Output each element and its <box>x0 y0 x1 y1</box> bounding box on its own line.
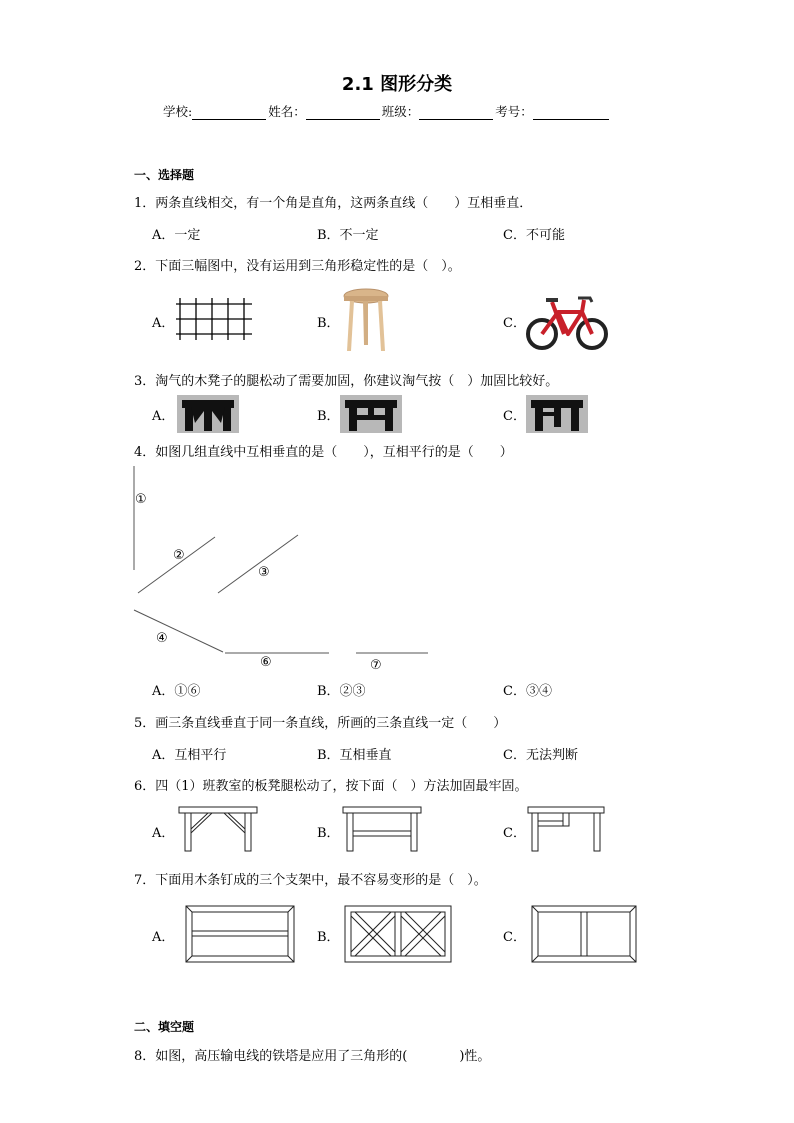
name-blank[interactable] <box>306 105 380 120</box>
line-label-3: ③ <box>258 565 270 580</box>
q5-option-c[interactable]: C．无法判断 <box>503 748 578 763</box>
school-label: 学校: <box>163 104 193 119</box>
class-blank[interactable] <box>419 105 493 120</box>
q2-option-b[interactable]: B． <box>317 316 340 331</box>
q5-option-a[interactable]: A．互相平行 <box>152 748 227 763</box>
stool-brace-a-image <box>177 395 239 433</box>
q6-option-a[interactable]: A． <box>152 826 175 841</box>
question-4: 4．如图几组直线中互相垂直的是（ ），互相平行的是（ ） <box>134 445 513 460</box>
q6-option-b[interactable]: B． <box>317 826 340 841</box>
q3-option-b[interactable]: B． <box>317 409 340 424</box>
q2-option-c[interactable]: C． <box>503 316 526 331</box>
student-info-row <box>163 102 611 120</box>
q1-option-c[interactable]: C．不可能 <box>503 228 565 243</box>
bicycle-image <box>524 290 610 352</box>
question-3: 3．淘气的木凳子的腿松动了需要加固，你建议淘气按（ ）加固比较好。 <box>134 374 559 389</box>
line-label-1: ① <box>135 492 147 507</box>
frame-diagonal-brace-image <box>344 905 452 963</box>
q4-option-b[interactable]: B．②③ <box>317 684 366 699</box>
q3-option-c[interactable]: C． <box>503 409 526 424</box>
exam-no-label: 考号： <box>495 104 533 119</box>
line-label-7: ⑦ <box>370 658 382 673</box>
section-heading-choice: 一、选择题 <box>134 168 195 182</box>
q1-option-b[interactable]: B．不一定 <box>317 228 379 243</box>
question-6: 6．四（1）班教室的板凳腿松动了，按下面（ ）方法加固最牢固。 <box>134 779 528 794</box>
q7-option-c[interactable]: C． <box>503 930 526 945</box>
wooden-stool-image <box>341 287 391 353</box>
section-heading-fill-blank: 二、填空题 <box>134 1020 195 1034</box>
line-label-2: ② <box>173 548 185 563</box>
bench-center-post-image <box>527 805 605 853</box>
name-label: 姓名： <box>268 104 306 119</box>
question-5: 5．画三条直线垂直于同一条直线，所画的三条直线一定（ ） <box>134 716 507 731</box>
frame-horizontal-bar-image <box>185 905 295 963</box>
question-2: 2．下面三幅图中，没有运用到三角形稳定性的是（ ）。 <box>134 259 461 274</box>
q4-option-c[interactable]: C．③④ <box>503 684 552 699</box>
q7-option-b[interactable]: B． <box>317 930 340 945</box>
line-label-4: ④ <box>156 631 168 646</box>
lines-figure <box>128 462 438 677</box>
question-7: 7．下面用木条钉成的三个支架中，最不容易变形的是（ ）。 <box>134 873 487 888</box>
q5-option-b[interactable]: B．互相垂直 <box>317 748 392 763</box>
line-label-6: ⑥ <box>260 655 272 670</box>
q1-option-a[interactable]: A．一定 <box>152 228 201 243</box>
page-title: 2.1 图形分类 <box>341 74 453 95</box>
question-1: 1．两条直线相交，有一个角是直角，这两条直线（ ）互相垂直． <box>134 196 533 211</box>
bench-diagonal-brace-image <box>178 805 258 853</box>
stool-brace-b-image <box>340 395 402 433</box>
stool-brace-c-image <box>526 395 588 433</box>
class-label: 班级： <box>381 104 420 119</box>
q7-option-a[interactable]: A． <box>152 930 175 945</box>
q2-option-a[interactable]: A． <box>152 316 175 331</box>
exam-no-blank[interactable] <box>533 105 609 120</box>
grid-fence-image <box>176 296 252 342</box>
q3-option-a[interactable]: A． <box>152 409 175 424</box>
bench-cross-bar-image <box>342 805 422 853</box>
q6-option-c[interactable]: C． <box>503 826 526 841</box>
question-8: 8．如图，高压输电线的铁塔是应用了三角形的( )性。 <box>134 1049 491 1064</box>
q4-option-a[interactable]: A．①⑥ <box>152 684 201 699</box>
frame-vertical-bar-image <box>531 905 637 963</box>
school-blank[interactable] <box>192 105 266 120</box>
